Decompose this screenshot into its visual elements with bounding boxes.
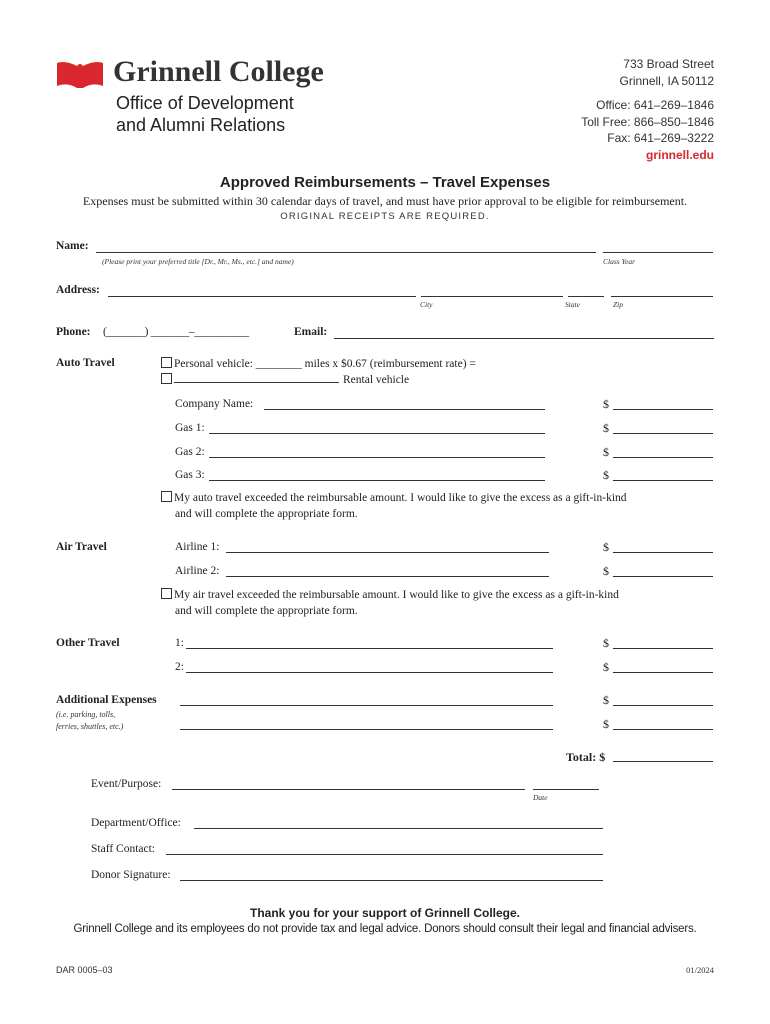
state-label: State	[565, 300, 580, 309]
gas2-field[interactable]	[209, 457, 545, 458]
air-gift-checkbox[interactable]	[161, 588, 172, 599]
gas3-amount-field[interactable]	[613, 480, 713, 481]
gas2-dollar: $	[603, 445, 609, 459]
disclaimer: Grinnell College and its employees do not provide tax and legal advice. Donors should consult their legal and financial advisers.	[73, 923, 697, 935]
other2-field[interactable]	[186, 672, 553, 673]
other1-dollar: $	[603, 636, 609, 650]
other2-dollar: $	[603, 660, 609, 674]
rental-vehicle-option[interactable]	[161, 372, 409, 386]
gas2-label: Gas 2:	[175, 446, 205, 458]
receipts-note: ORIGINAL RECEIPTS ARE REQUIRED.	[280, 211, 490, 222]
airline2-label: Airline 2:	[175, 565, 220, 577]
rental-vehicle-field[interactable]	[174, 372, 339, 383]
gas3-dollar: $	[603, 468, 609, 482]
department-label: Department/Office:	[91, 817, 181, 829]
phone-field[interactable]: (_______) _______–__________	[103, 326, 249, 338]
air-gift-option[interactable]	[161, 587, 619, 619]
state-field[interactable]	[568, 296, 604, 297]
total-amount-field[interactable]	[613, 761, 713, 762]
office-line-1: Office of Development	[116, 93, 294, 113]
airline1-dollar: $	[603, 540, 609, 554]
auto-travel-heading: Auto Travel	[56, 357, 115, 369]
city-label: City	[420, 300, 433, 309]
additional1-amount-field[interactable]	[613, 705, 713, 706]
staff-contact-field[interactable]	[166, 854, 603, 855]
office-phone: Office: 641–269–1846	[596, 98, 714, 112]
other2-label: 2:	[175, 661, 184, 673]
air-travel-heading: Air Travel	[56, 541, 107, 553]
additional-note-2: ferries, shuttles, etc.)	[56, 722, 124, 731]
company-name-field[interactable]	[264, 409, 545, 410]
total-label: Total: $	[566, 750, 606, 764]
fax-number: Fax: 641–269–3222	[607, 131, 714, 145]
company-amount-field[interactable]	[613, 409, 713, 410]
date-label: Date	[533, 793, 548, 802]
staff-contact-label: Staff Contact:	[91, 843, 155, 855]
additional2-amount-field[interactable]	[613, 729, 713, 730]
contact-block	[581, 56, 714, 163]
additional1-field[interactable]	[180, 705, 553, 706]
zip-field[interactable]	[611, 296, 713, 297]
event-purpose-label: Event/Purpose:	[91, 778, 162, 790]
revision-date: 01/2024	[686, 965, 714, 975]
address-label: Address:	[56, 284, 100, 296]
personal-vehicle-label: Personal vehicle: ________ miles x $0.67 (reimbursement rate) =	[174, 358, 476, 370]
other1-label: 1:	[175, 637, 184, 649]
company-name-label: Company Name:	[175, 398, 254, 410]
airline2-amount-field[interactable]	[613, 576, 713, 577]
thank-you: Thank you for your support of Grinnell College.	[249, 906, 520, 920]
street-field[interactable]	[108, 296, 416, 297]
donor-signature-field[interactable]	[180, 880, 603, 881]
auto-gift-text-1: My auto travel exceeded the reimbursable amount. I would like to give the excess as a gift-in-kind	[174, 492, 627, 504]
date-field[interactable]	[533, 789, 599, 790]
department-field[interactable]	[194, 828, 603, 829]
additional1-dollar: $	[603, 693, 609, 707]
name-hint: (Please print your preferred title [Dr., Mr., Ms., etc.] and name)	[102, 257, 294, 266]
instructions: Expenses must be submitted within 30 calendar days of travel, and must have prior approval to be eligible for reimbursement.	[82, 194, 688, 208]
gas1-amount-field[interactable]	[613, 433, 713, 434]
logo	[55, 55, 355, 94]
additional-note	[56, 709, 123, 733]
rental-vehicle-label: Rental vehicle	[343, 374, 410, 386]
other-travel-heading: Other Travel	[56, 637, 120, 649]
gas3-label: Gas 3:	[175, 469, 205, 481]
airline2-field[interactable]	[226, 576, 549, 577]
grinnell-logo-icon	[55, 60, 105, 90]
name-field[interactable]	[96, 252, 596, 253]
additional2-field[interactable]	[180, 729, 553, 730]
college-name: Grinnell College	[113, 55, 324, 88]
airline2-dollar: $	[603, 564, 609, 578]
gas1-label: Gas 1:	[175, 422, 205, 434]
air-gift-text-1: My air travel exceeded the reimbursable amount. I would like to give the excess as a gift-in-kind	[174, 589, 619, 601]
city-field[interactable]	[421, 296, 563, 297]
other1-field[interactable]	[186, 648, 553, 649]
form-code: DAR 0005–03	[56, 965, 113, 975]
office-line-2: and Alumni Relations	[116, 115, 286, 135]
event-purpose-field[interactable]	[172, 789, 525, 790]
website-link[interactable]: grinnell.edu	[645, 147, 714, 162]
gas2-amount-field[interactable]	[613, 457, 713, 458]
email-field[interactable]	[334, 338, 714, 339]
gas1-dollar: $	[603, 421, 609, 435]
auto-gift-checkbox[interactable]	[161, 491, 172, 502]
gas3-field[interactable]	[209, 480, 545, 481]
other2-amount-field[interactable]	[613, 672, 713, 673]
office-name	[116, 92, 294, 136]
auto-gift-option[interactable]	[161, 490, 627, 522]
city-state: Grinnell, IA 50112	[619, 73, 714, 88]
class-year-field[interactable]	[603, 252, 713, 253]
personal-vehicle-option[interactable]	[161, 357, 476, 370]
other1-amount-field[interactable]	[613, 648, 713, 649]
phone-label: Phone:	[56, 326, 91, 338]
company-dollar: $	[603, 397, 609, 411]
email-label: Email:	[294, 326, 328, 338]
rental-vehicle-checkbox[interactable]	[161, 373, 172, 384]
airline1-amount-field[interactable]	[613, 552, 713, 553]
additional-expenses-heading: Additional Expenses	[56, 694, 157, 706]
zip-label: Zip	[613, 300, 624, 309]
airline1-field[interactable]	[226, 552, 549, 553]
class-year-label: Class Year	[603, 257, 636, 266]
donor-signature-label: Donor Signature:	[91, 869, 171, 881]
name-label: Name:	[56, 240, 89, 252]
form-title: Approved Reimbursements – Travel Expenses	[219, 174, 551, 191]
air-gift-text-2: and will complete the appropriate form.	[175, 605, 358, 617]
toll-free-phone: Toll Free: 866–850–1846	[581, 114, 714, 129]
street-address: 733 Broad Street	[623, 57, 714, 71]
additional2-dollar: $	[603, 717, 609, 731]
auto-gift-text-2: and will complete the appropriate form.	[175, 508, 358, 520]
personal-vehicle-checkbox[interactable]	[161, 357, 172, 368]
airline1-label: Airline 1:	[175, 541, 220, 553]
additional-note-1: (i.e. parking, tolls,	[56, 710, 116, 719]
gas1-field[interactable]	[209, 433, 545, 434]
